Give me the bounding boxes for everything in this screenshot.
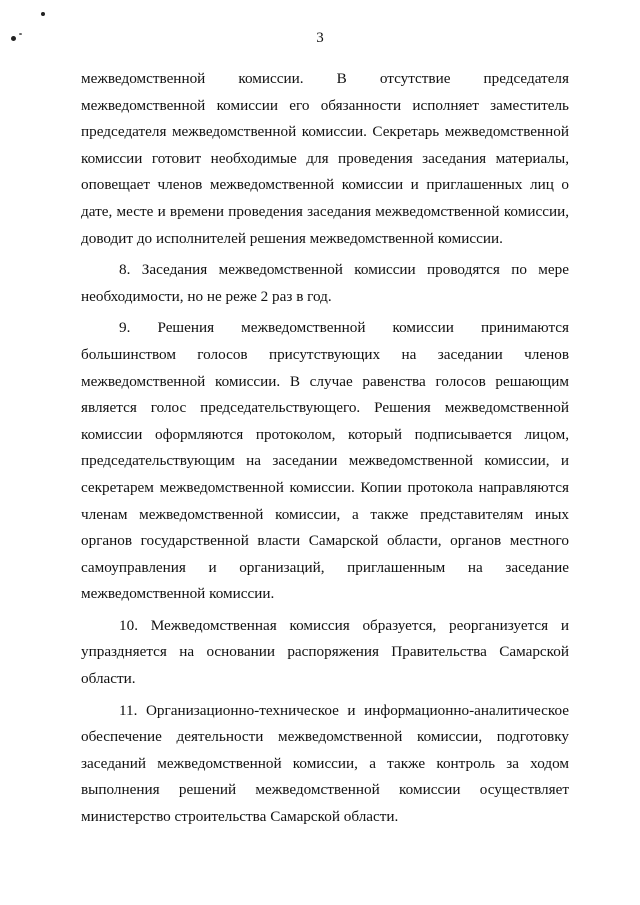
scan-speck <box>41 12 45 16</box>
paragraph-continuation: межведомственной комиссии. В отсутствие председателя межведомственной комиссии его обязанности исполняет заместитель председателя межведомственной комиссии. Секретарь межведомственной комиссии готовит необходимые для проведения заседания материалы, оповещает членов межведомственной комиссии и приглашенных лиц о дате, месте и времени проведения заседания межведомственной комиссии, доводит до исполнителей решения межведомственной комиссии. <box>81 70 569 247</box>
paragraph-item-10: 10. Межведомственная комиссия образуется, реорганизуется и упраздняется на основании распоряжения Правительства Самарской области. <box>81 616 569 688</box>
paragraph-item-9: 9. Решения межведомственной комиссии принимаются большинством голосов присутствующих на заседании членов межведомственной комиссии. В случае равенства голосов решающим является голос председательствующего. Решения межведомственной комиссии оформляются протоколом, который подписывается лицом, председательствующим на заседании межведомственной комиссии, и секретарем межведомственной комиссии. Копии протокола направляются членам межведомственной комиссии, а также представителям иных органов государственной власти Самарской области, органов местного самоуправления и организаций, приглашенным на заседание межведомственной комиссии. <box>81 319 569 603</box>
paragraph-item-11: 11. Организационно-техническое и информационно-аналитическое обеспечение деятельности межведомственной комиссии, подготовку заседаний межведомственной комиссии, а также контроль за ходом выполнения решений межведомственной комиссии осуществляет министерство строительства Самарской области. <box>81 701 569 826</box>
paragraph-item-8: 8. Заседания межведомственной комиссии проводятся по мере необходимости, но не реже 2 раз в год. <box>81 261 569 305</box>
page-number: 3 <box>316 30 324 46</box>
document-body <box>81 66 569 831</box>
